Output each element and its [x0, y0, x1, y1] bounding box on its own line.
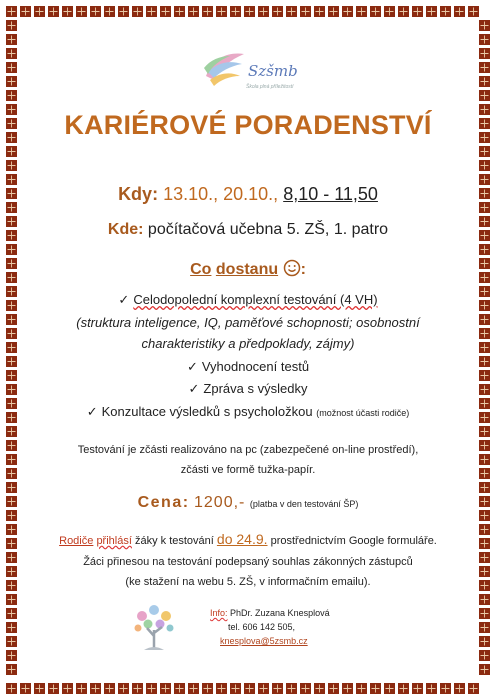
consent-line-1: Žáci přinesou na testování podepsaný souhlas zákonných zástupců: [83, 556, 413, 568]
tree-icon: [132, 602, 176, 652]
testing-line-2: zčásti ve formě tužka-papír.: [180, 464, 316, 476]
smiley-icon: [283, 259, 301, 277]
item-testing: [34, 292, 462, 308]
offer-word-dostanu: dostanu: [215, 261, 279, 278]
logo-swirl-icon: [200, 46, 248, 92]
where-value: počítačová učebna 5. ZŠ, 1. patro: [147, 221, 389, 238]
register-deadline: do 24.9.: [216, 531, 268, 547]
when-dates: 13.10., 20.10.,: [163, 184, 279, 204]
register-w1: Rodiče: [59, 535, 94, 547]
price-label: Cena:: [137, 494, 190, 511]
price-line: [34, 494, 462, 512]
consent-line-2: (ke stažení na webu 5. ZŠ, v informačním emailu).: [125, 576, 371, 588]
check-icon: ✓: [186, 359, 198, 374]
contact-email-link[interactable]: knesplova@5zsmb.cz: [220, 636, 308, 646]
contact-phone: tel. 606 142 505,: [228, 622, 296, 632]
price-note: (platba v den testování ŠP): [249, 499, 359, 509]
when-line: [34, 184, 462, 205]
item-report-text: Zpráva s výsledky: [203, 381, 308, 396]
item-consultation-note: (možnost účasti rodiče): [316, 408, 410, 418]
item-consultation-text: Konzultace výsledků s psycholožkou: [101, 404, 313, 419]
offer-colon: :: [300, 261, 306, 278]
offer-heading: [34, 259, 462, 279]
testing-line-1: Testování je zčásti realizováno na pc (zabezpečené on-line prostředí),: [77, 444, 419, 456]
check-icon: ✓: [118, 292, 130, 307]
register-w3: žáky k testování: [134, 535, 214, 547]
item-testing-desc-2: charakteristiky a předpoklady, zájmy): [141, 336, 355, 351]
item-testing-desc-1: (struktura inteligence, IQ, paměťové schopnosti; osobnostní: [76, 315, 420, 330]
logo-tagline: Škola plná příležitostí: [246, 84, 294, 90]
check-icon: ✓: [188, 381, 200, 396]
register-w4: prostřednictvím Google formuláře.: [270, 535, 437, 547]
school-logo: [200, 46, 300, 106]
where-label: Kde:: [107, 221, 144, 238]
item-report: [34, 381, 462, 397]
register-line: [34, 531, 462, 547]
register-w2: přihlásí: [96, 535, 132, 547]
item-evaluation: [34, 359, 462, 375]
logo-name: Szšmb: [248, 62, 298, 80]
check-icon: ✓: [86, 404, 98, 419]
page-title: KARIÉROVÉ PORADENSTVÍ: [64, 110, 432, 140]
when-time: 8,10 - 11,50: [283, 184, 378, 204]
item-consultation: [34, 404, 462, 420]
item-evaluation-text: Vyhodnocení testů: [201, 359, 310, 374]
offer-word-co: Co: [190, 261, 212, 278]
flyer: [34, 34, 462, 666]
where-line: [34, 221, 462, 239]
when-label: Kdy:: [118, 184, 159, 204]
contact-block: [210, 606, 330, 648]
item-testing-text: Celodopolední komplexní testování (4 VH): [133, 292, 378, 307]
price-value: 1200,-: [194, 494, 246, 511]
contact-name: PhDr. Zuzana Knesplová: [230, 608, 330, 618]
contact-label: Info:: [210, 608, 228, 618]
